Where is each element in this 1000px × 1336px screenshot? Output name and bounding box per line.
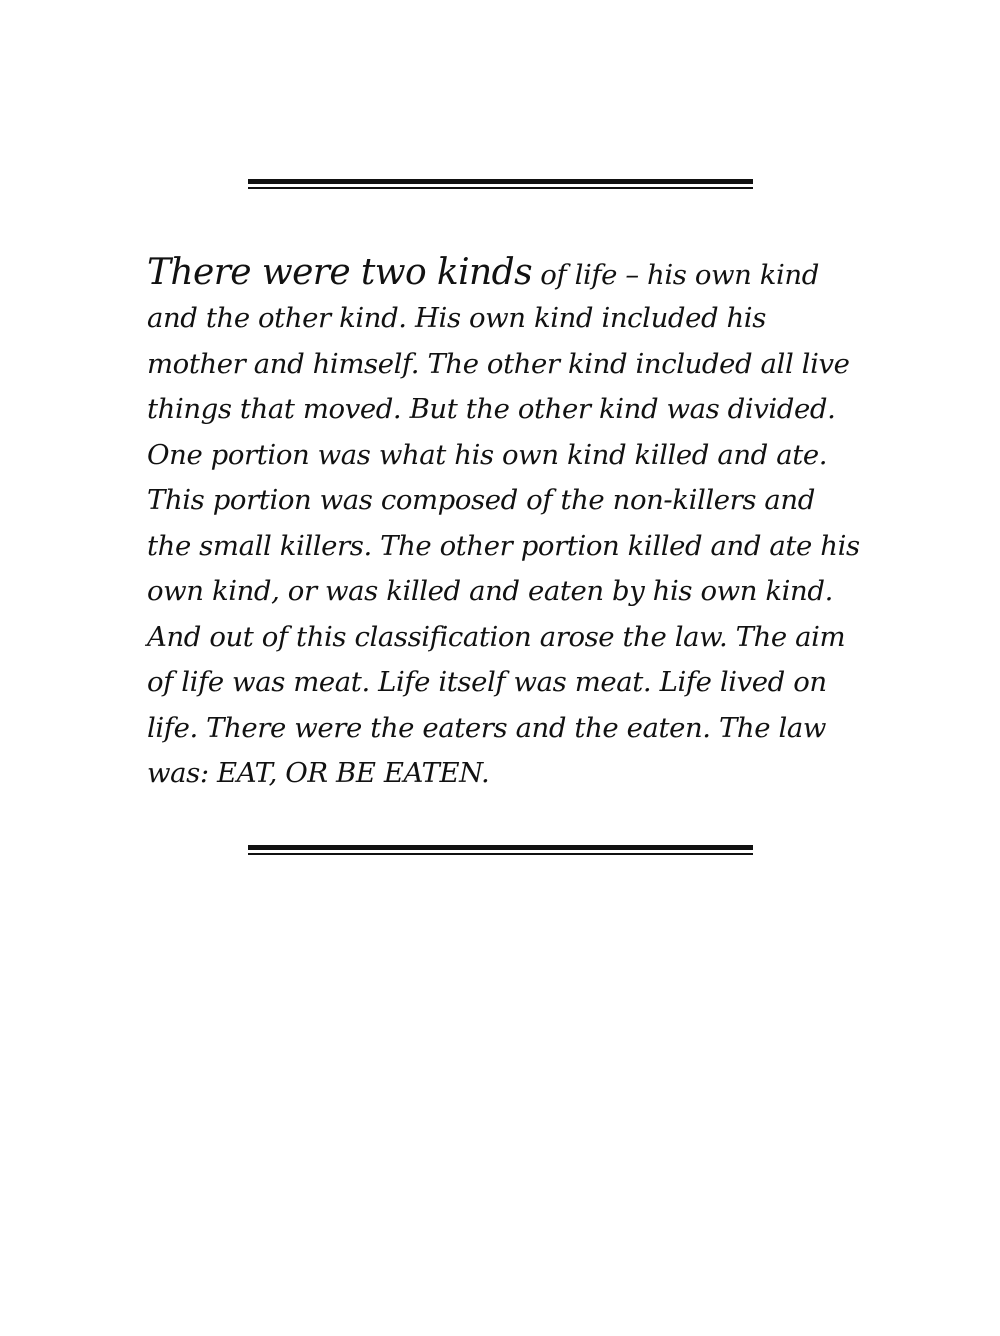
- passage-line: [147, 250, 867, 296]
- passage-line: of life was meat. Life itself was meat. Life lived on: [147, 666, 827, 698]
- passage-line: the small killers. The other portion killed and ate his: [147, 529, 860, 562]
- passage-line: was: EAT, OR BE EATEN.: [147, 757, 490, 789]
- passage-lead: There were two kinds: [147, 252, 532, 293]
- passage-line: things that moved. But the other kind was divided.: [147, 393, 836, 425]
- passage-line: mother and himself. The other kind included all live: [147, 347, 850, 380]
- passage-line-text: of life – his own kind: [531, 259, 819, 291]
- passage-line: life. There were the eaters and the eaten. The law: [147, 711, 826, 744]
- bottom-double-rule: [248, 845, 753, 855]
- passage: [147, 250, 867, 797]
- passage-line: This portion was composed of the non-killers and: [147, 484, 815, 516]
- passage-line: own kind, or was killed and eaten by his own kind.: [147, 575, 833, 607]
- top-double-rule: [248, 179, 753, 189]
- passage-line: and the other kind. His own kind included his: [147, 302, 766, 334]
- passage-line: And out of this classification arose the law. The aim: [147, 620, 846, 653]
- passage-line: One portion was what his own kind killed and ate.: [147, 438, 828, 471]
